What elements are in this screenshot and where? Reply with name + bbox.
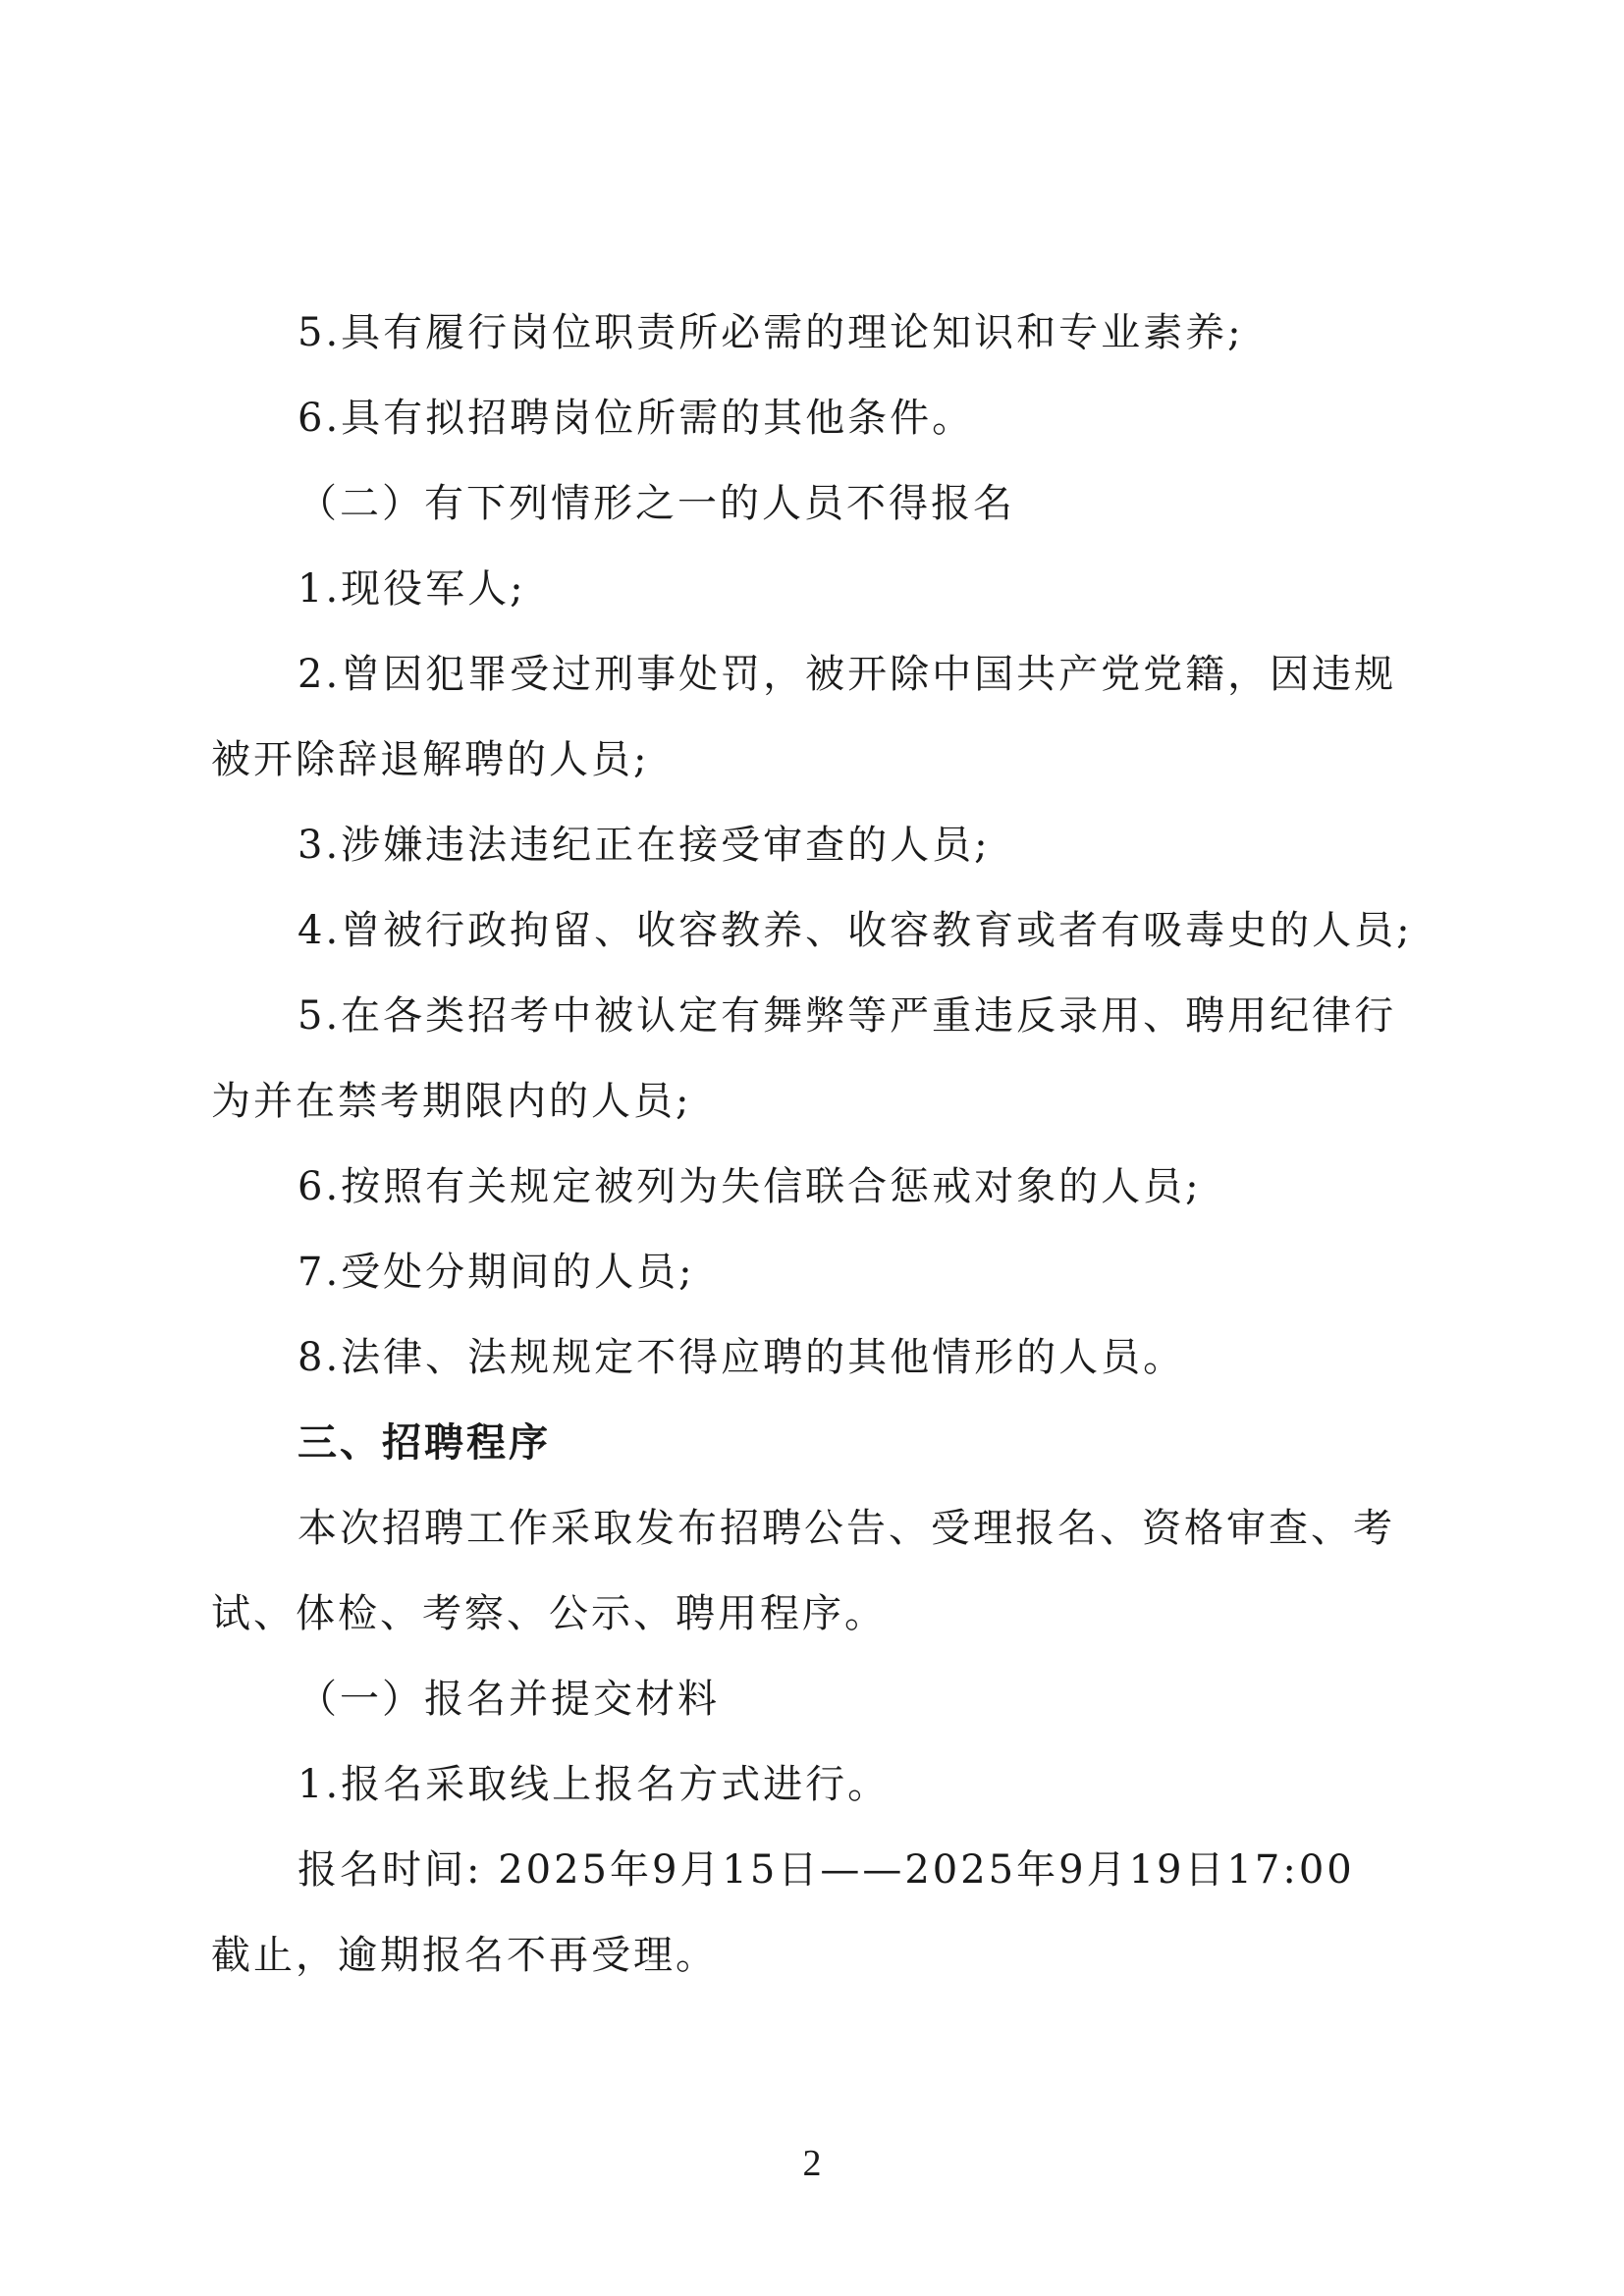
section-heading: 三、招聘程序 <box>298 1420 551 1466</box>
paragraph-line: 被开除辞退解聘的人员; <box>211 737 650 782</box>
paragraph-line: 8.法律、法规规定不得应聘的其他情形的人员。 <box>298 1335 1186 1380</box>
paragraph-line: 7.受处分期间的人员; <box>298 1250 695 1295</box>
paragraph-line: 6.按照有关规定被列为失信联合惩戒对象的人员; <box>298 1164 1202 1209</box>
paragraph-line: 5.具有履行岗位职责所必需的理论知识和专业素养; <box>298 310 1244 355</box>
section-subheading: （一）报名并提交材料 <box>298 1677 720 1722</box>
section-subheading: （二）有下列情形之一的人员不得报名 <box>298 481 1015 526</box>
paragraph-line: 为并在禁考期限内的人员; <box>211 1079 692 1124</box>
paragraph-line: 1.现役军人; <box>298 566 526 612</box>
paragraph-line: 截止，逾期报名不再受理。 <box>211 1933 718 1978</box>
paragraph-line: 3.涉嫌违法违纪正在接受审查的人员; <box>298 823 991 868</box>
paragraph-line: 报名时间: 2025年9月15日——2025年9月19日17:00 <box>298 1847 1355 1893</box>
document-body <box>211 291 1419 1999</box>
paragraph-line: 1.报名采取线上报名方式进行。 <box>298 1762 891 1807</box>
paragraph-line: 试、体检、考察、公示、聘用程序。 <box>211 1591 887 1636</box>
paragraph-line: 6.具有拟招聘岗位所需的其他条件。 <box>298 396 975 441</box>
paragraph-line: 5.在各类招考中被认定有舞弊等严重违反录用、聘用纪律行 <box>298 993 1397 1039</box>
paragraph-line: 本次招聘工作采取发布招聘公告、受理报名、资格审查、考 <box>298 1506 1395 1551</box>
paragraph-line: 4.曾被行政拘留、收容教养、收容教育或者有吸毒史的人员; <box>298 908 1413 953</box>
page-number: 2 <box>802 2143 822 2184</box>
paragraph-line: 2.曾因犯罪受过刑事处罚，被开除中国共产党党籍，因违规 <box>298 652 1397 697</box>
